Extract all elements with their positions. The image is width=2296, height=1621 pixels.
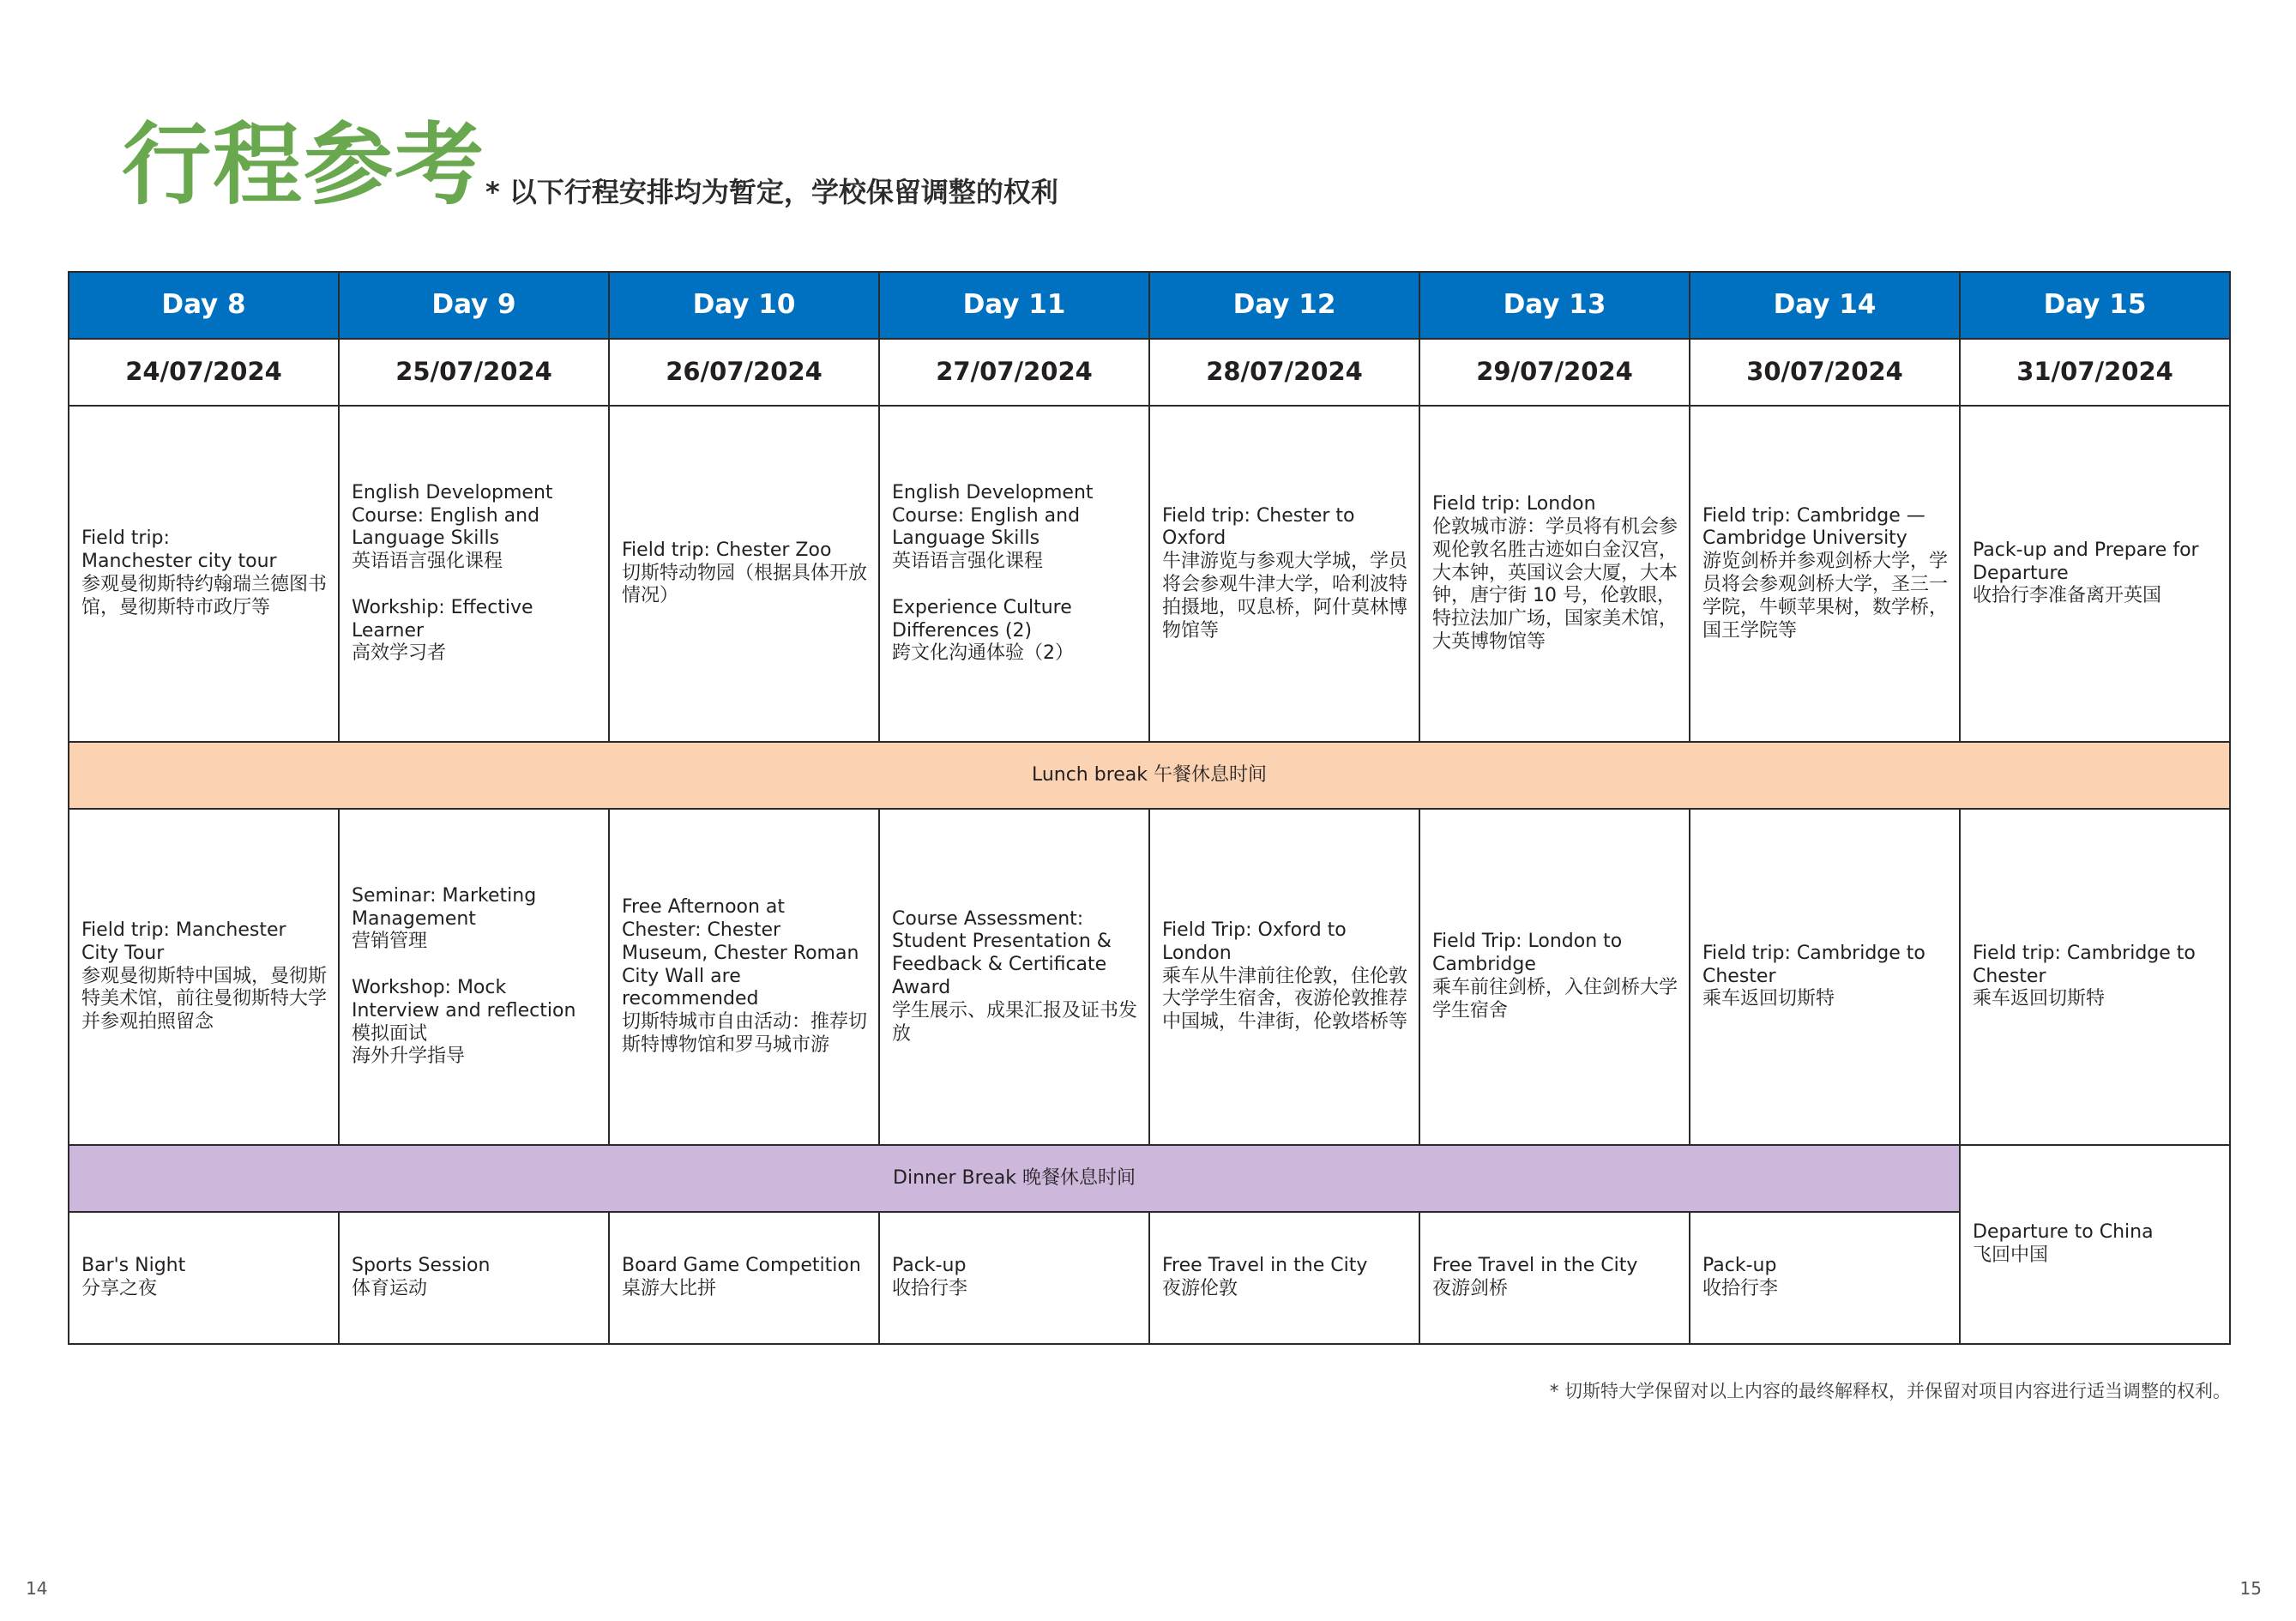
- afternoon-activity: Field trip: Manchester City Tour 参观曼彻斯特中国城，曼彻斯特美术馆，前往曼彻斯特大学并参观拍照留念: [69, 809, 339, 1145]
- evening-activity: Bar's Night 分享之夜: [69, 1212, 339, 1344]
- date-cell: 28/07/2024: [1149, 339, 1419, 406]
- afternoon-activity: Field Trip: Oxford to London 乘车从牛津前往伦敦，住伦敦大学学生宿舍，夜游伦敦推荐中国城，牛津街，伦敦塔桥等: [1149, 809, 1419, 1145]
- afternoon-activity: Field trip: Cambridge to Chester 乘车返回切斯特: [1690, 809, 1960, 1145]
- lunch-break: Lunch break 午餐休息时间: [69, 742, 2230, 809]
- morning-activity: English Development Course: English and Language Skills 英语语言强化课程 Workship: Effective Learner 高效学习者: [339, 406, 609, 742]
- day-header: Day 13: [1419, 272, 1690, 339]
- dinner-break: Dinner Break 晚餐休息时间: [69, 1145, 1960, 1212]
- morning-activity: Pack-up and Prepare for Departure 收拾行李准备离开英国: [1960, 406, 2230, 742]
- lunch-row: [69, 742, 2230, 809]
- page-title: 行程参考: [122, 112, 486, 217]
- page-number-left: 14: [26, 1578, 48, 1599]
- morning-activity: Field trip: London 伦敦城市游：学员将有机会参观伦敦名胜古迹如白金汉宫，大本钟，英国议会大厦，大本钟，唐宁街 10 号，伦敦眼，特拉法加广场，国家美术馆，大英博物馆等: [1419, 406, 1690, 742]
- date-cell: 25/07/2024: [339, 339, 609, 406]
- departure-cell: Departure to China 飞回中国: [1960, 1145, 2230, 1344]
- evening-activity: Board Game Competition 桌游大比拼: [609, 1212, 879, 1344]
- day-header: Day 15: [1960, 272, 2230, 339]
- morning-activity: Field trip: Chester to Oxford 牛津游览与参观大学城，学员将会参观牛津大学，哈利波特拍摄地，叹息桥，阿什莫林博物馆等: [1149, 406, 1419, 742]
- dinner-row: [69, 1145, 2230, 1212]
- date-cell: 31/07/2024: [1960, 339, 2230, 406]
- morning-activity: English Development Course: English and Language Skills 英语语言强化课程 Experience Culture Differences (2) 跨文化沟通体验（2）: [879, 406, 1149, 742]
- evening-activity: Sports Session 体育运动: [339, 1212, 609, 1344]
- evening-activity: Free Travel in the City 夜游伦敦: [1149, 1212, 1419, 1344]
- day-header-row: [69, 272, 2230, 339]
- date-cell: 26/07/2024: [609, 339, 879, 406]
- day-header: Day 10: [609, 272, 879, 339]
- evening-activity: Pack-up 收拾行李: [879, 1212, 1149, 1344]
- morning-activity: Field trip: Cambridge — Cambridge University 游览剑桥并参观剑桥大学，学员将会参观剑桥大学，圣三一学院，牛顿苹果树，数学桥，国王学院等: [1690, 406, 1960, 742]
- afternoon-activity: Field Trip: London to Cambridge 乘车前往剑桥，入住剑桥大学学生宿舍: [1419, 809, 1690, 1145]
- day-header: Day 12: [1149, 272, 1419, 339]
- morning-activity: Field trip: Manchester city tour 参观曼彻斯特约翰瑞兰德图书馆，曼彻斯特市政厅等: [69, 406, 339, 742]
- afternoon-activity: Course Assessment: Student Presentation & Feedback & Certificate Award 学生展示、成果汇报及证书发放: [879, 809, 1149, 1145]
- date-cell: 29/07/2024: [1419, 339, 1690, 406]
- date-cell: 27/07/2024: [879, 339, 1149, 406]
- evening-activity: Free Travel in the City 夜游剑桥: [1419, 1212, 1690, 1344]
- day-header: Day 8: [69, 272, 339, 339]
- itinerary-table: [68, 271, 2231, 1345]
- date-cell: 24/07/2024: [69, 339, 339, 406]
- day-header: Day 9: [339, 272, 609, 339]
- evening-activity: Pack-up 收拾行李: [1690, 1212, 1960, 1344]
- morning-activity: Field trip: Chester Zoo 切斯特动物园（根据具体开放情况）: [609, 406, 879, 742]
- morning-row: [69, 406, 2230, 742]
- date-cell: 30/07/2024: [1690, 339, 1960, 406]
- day-header: Day 11: [879, 272, 1149, 339]
- date-row: [69, 339, 2230, 406]
- afternoon-activity: Field trip: Cambridge to Chester 乘车返回切斯特: [1960, 809, 2230, 1145]
- evening-row: [69, 1212, 2230, 1344]
- day-header: Day 14: [1690, 272, 1960, 339]
- afternoon-activity: Free Afternoon at Chester: Chester Museum, Chester Roman City Wall are recommended 切斯特城市自由活动：推荐切斯特博物馆和罗马城市游: [609, 809, 879, 1145]
- afternoon-activity: Seminar: Marketing Management 营销管理 Workshop: Mock Interview and reflection 模拟面试 海外升学指导: [339, 809, 609, 1145]
- page-number-right: 15: [2239, 1578, 2262, 1599]
- afternoon-row: [69, 809, 2230, 1145]
- page-subtitle: * 以下行程安排均为暂定，学校保留调整的权利: [485, 176, 1058, 208]
- footnote: * 切斯特大学保留对以上内容的最终解释权，并保留对项目内容进行适当调整的权利。: [1549, 1381, 2231, 1401]
